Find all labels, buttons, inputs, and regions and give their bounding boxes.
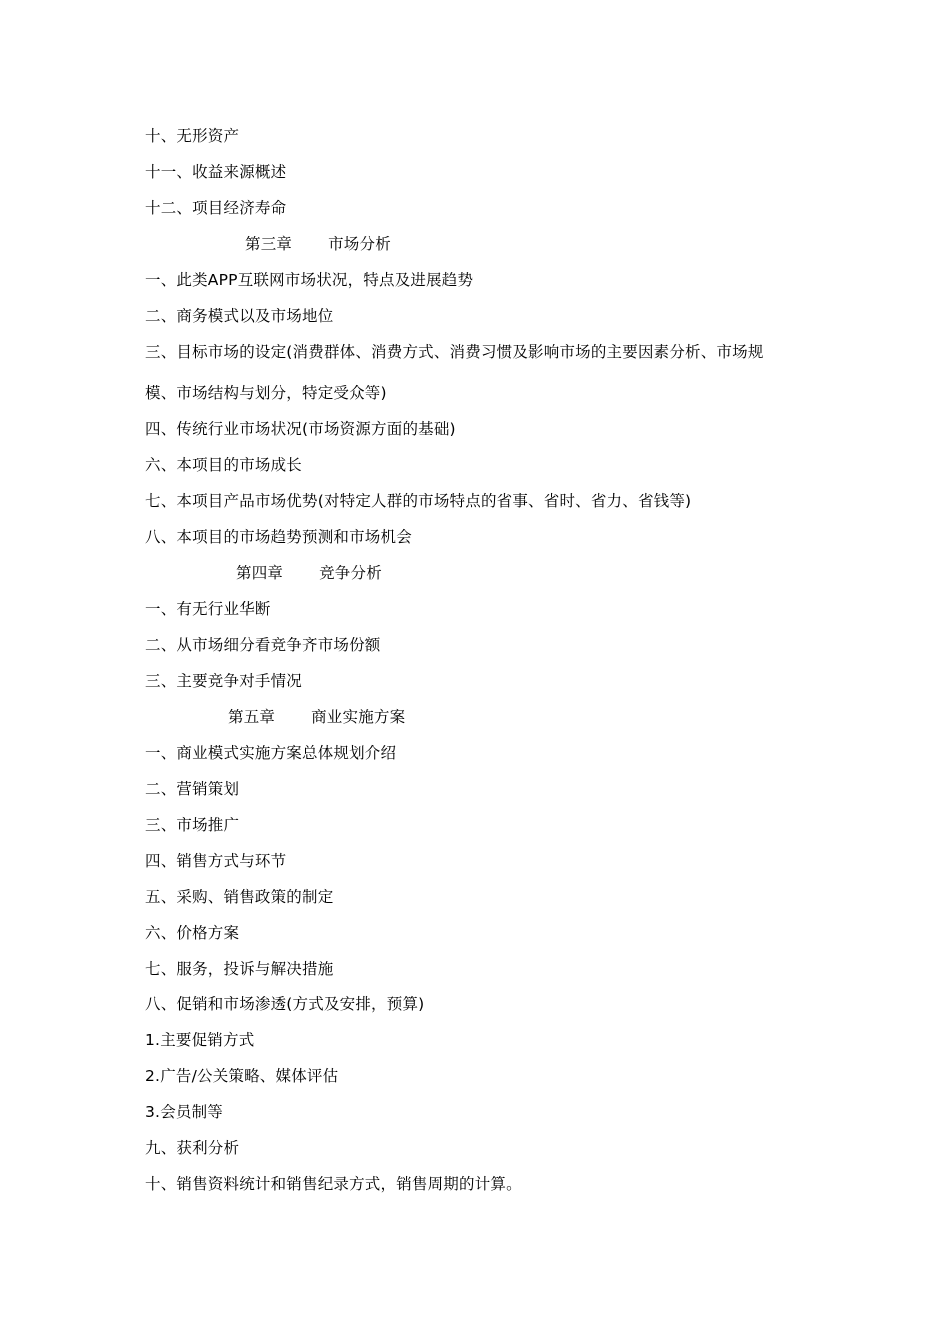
chapter-title: 竞争分析 xyxy=(319,564,382,582)
toc-item: 十、无形资产 xyxy=(145,127,240,145)
chapter-number: 第四章 xyxy=(236,564,284,582)
toc-item: 十二、项目经济寿命 xyxy=(145,199,287,217)
toc-item: 八、本项目的市场趋势预测和市场机会 xyxy=(145,528,412,546)
chapter-number: 第三章 xyxy=(245,235,293,253)
toc-item: 三、主要竞争对手情况 xyxy=(145,672,303,690)
toc-item: 一、有无行业华断 xyxy=(145,600,271,618)
toc-item: 六、本项目的市场成长 xyxy=(145,456,303,474)
chapter-heading xyxy=(236,563,382,583)
chapter-heading xyxy=(245,234,391,254)
toc-item: 十、销售资料统计和销售纪录方式，销售周期的计算。 xyxy=(145,1175,522,1193)
toc-item: 模、市场结构与划分，特定受众等) xyxy=(145,384,387,402)
toc-item: 十一、收益来源概述 xyxy=(145,163,287,181)
toc-item: 三、目标市场的设定(消费群体、消费方式、消费习惯及影响市场的主要因素分析、市场规 xyxy=(145,343,764,361)
toc-item: 三、市场推广 xyxy=(145,816,240,834)
chapter-title: 市场分析 xyxy=(328,235,391,253)
toc-subitem: 2.广告/公关策略、媒体评估 xyxy=(145,1067,339,1085)
toc-item: 五、采购、销售政策的制定 xyxy=(145,888,334,906)
toc-item: 二、从市场细分看竞争齐市场份额 xyxy=(145,636,381,654)
toc-item: 四、销售方式与环节 xyxy=(145,852,287,870)
toc-item: 四、传统行业市场状况(市场资源方面的基础) xyxy=(145,420,456,438)
toc-item: 七、本项目产品市场优势(对特定人群的市场特点的省事、省时、省力、省钱等) xyxy=(145,492,692,510)
chapter-title: 商业实施方案 xyxy=(311,708,406,726)
toc-item: 一、商业模式实施方案总体规划介绍 xyxy=(145,744,397,762)
toc-item: 八、促销和市场渗透(方式及安排，预算) xyxy=(145,995,425,1013)
toc-item: 二、营销策划 xyxy=(145,780,240,798)
toc-item: 七、服务，投诉与解决措施 xyxy=(145,960,334,978)
toc-subitem: 1.主要促销方式 xyxy=(145,1031,255,1049)
toc-item: 二、商务模式以及市场地位 xyxy=(145,307,334,325)
toc-subitem: 3.会员制等 xyxy=(145,1103,223,1121)
chapter-heading xyxy=(228,707,405,727)
chapter-number: 第五章 xyxy=(228,708,276,726)
toc-item: 六、价格方案 xyxy=(145,924,240,942)
toc-item: 一、此类APP互联网市场状况，特点及进展趋势 xyxy=(145,271,474,289)
toc-item: 九、获利分析 xyxy=(145,1139,240,1157)
